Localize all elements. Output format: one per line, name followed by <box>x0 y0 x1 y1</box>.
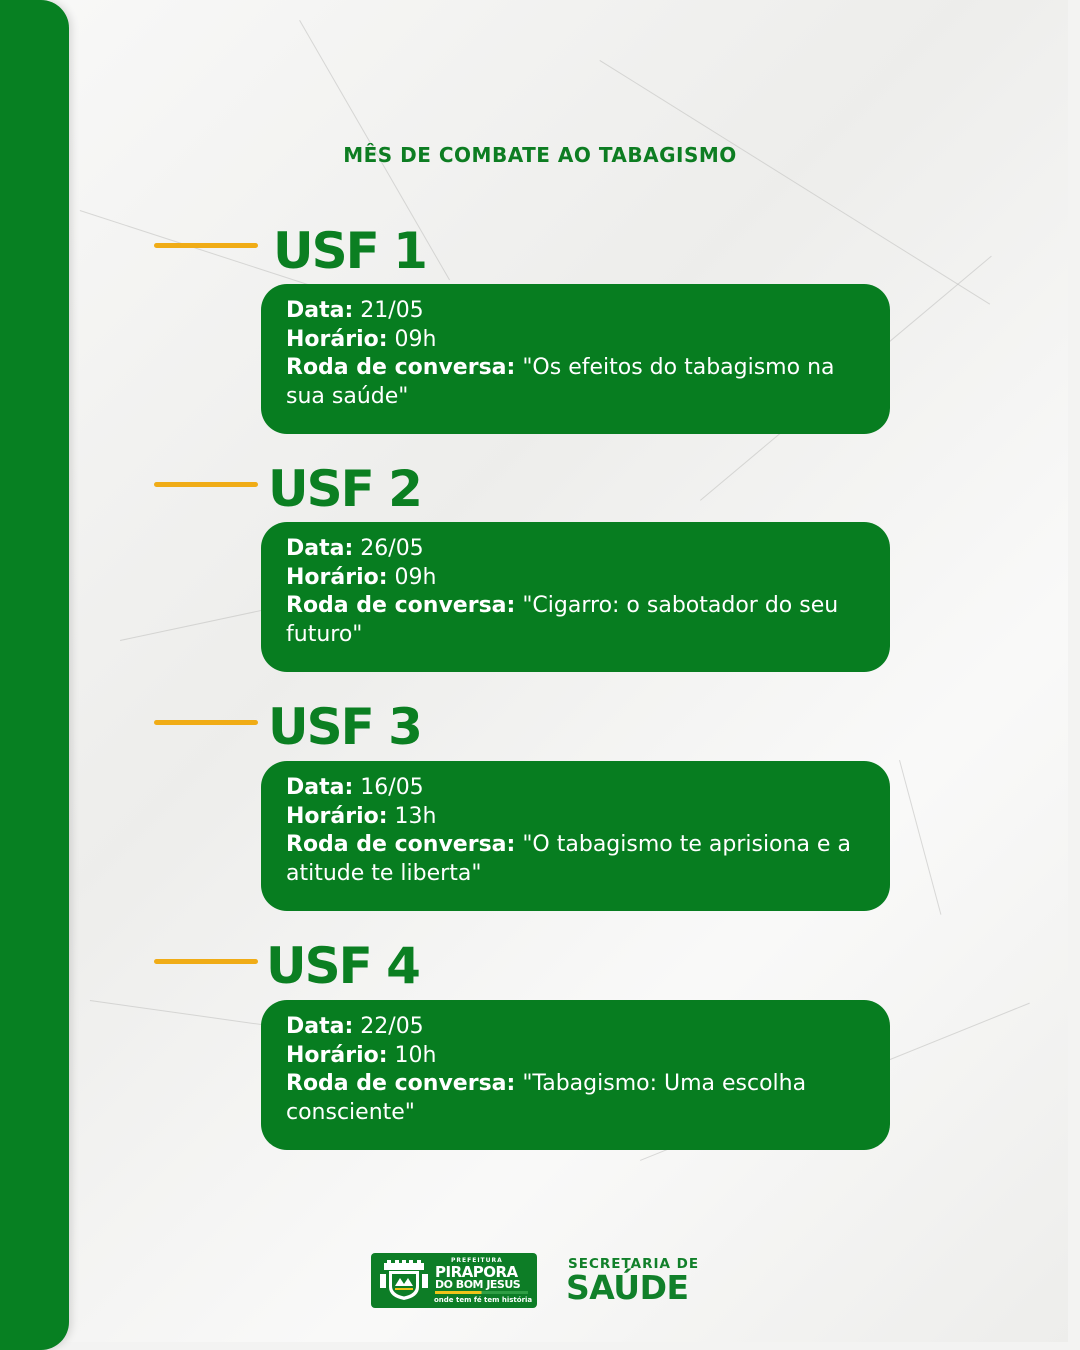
date-value: 22/05 <box>360 1014 424 1039</box>
talk-value: "Cigarro: o sabotador do seu futuro" <box>286 593 839 647</box>
usf-title: USF 4 <box>266 937 419 995</box>
prefeitura-stripe <box>435 1291 528 1294</box>
date-row <box>286 774 876 803</box>
paper-crease <box>599 60 990 305</box>
time-label: Horário: <box>286 1042 388 1068</box>
time-row <box>286 564 876 593</box>
usf-title: USF 3 <box>268 698 421 756</box>
date-row <box>286 1013 876 1042</box>
prefeitura-name-line2: DO BOM JESUS <box>435 1278 521 1291</box>
talk-row <box>286 354 876 411</box>
talk-row <box>286 592 876 649</box>
talk-label: Roda de conversa: <box>286 593 516 618</box>
paper-crease <box>899 760 941 915</box>
time-label: Horário: <box>286 326 388 352</box>
date-label: Data: <box>286 536 354 561</box>
time-row <box>286 803 876 832</box>
talk-value: "O tabagismo te aprisiona e a atitude te liberta" <box>286 832 851 886</box>
prefeitura-slogan: onde tem fé tem história <box>434 1296 533 1304</box>
talk-label: Roda de conversa: <box>286 832 516 857</box>
event-card <box>261 284 890 434</box>
city-crest-icon <box>380 1260 428 1300</box>
talk-row <box>286 831 876 888</box>
accent-line <box>154 243 258 248</box>
talk-row <box>286 1070 876 1127</box>
accent-line <box>154 720 258 725</box>
page-subtitle: MÊS DE COMBATE AO TABAGISMO <box>343 143 737 167</box>
date-label: Data: <box>286 298 354 323</box>
usf-title: USF 1 <box>273 222 426 280</box>
side-bar <box>0 0 69 1350</box>
accent-line <box>154 482 258 487</box>
talk-label: Roda de conversa: <box>286 355 516 380</box>
time-row <box>286 326 876 355</box>
prefeitura-logo <box>371 1253 537 1308</box>
time-value: 10h <box>394 1042 437 1068</box>
time-value: 13h <box>394 803 437 829</box>
talk-value: "Os efeitos do tabagismo na sua saúde" <box>286 355 835 409</box>
talk-label: Roda de conversa: <box>286 1071 516 1096</box>
date-label: Data: <box>286 1014 354 1039</box>
date-value: 26/05 <box>360 536 424 561</box>
secretaria-small-text: SECRETARIA DE <box>568 1256 700 1272</box>
time-label: Horário: <box>286 564 388 590</box>
event-card <box>261 1000 890 1150</box>
event-card <box>261 761 890 911</box>
secretaria-big-text: SAÚDE <box>566 1268 689 1307</box>
date-row <box>286 297 876 326</box>
time-row <box>286 1042 876 1071</box>
usf-title: USF 2 <box>268 460 421 518</box>
date-row <box>286 535 876 564</box>
time-value: 09h <box>394 326 437 352</box>
date-label: Data: <box>286 775 354 800</box>
time-value: 09h <box>394 564 437 590</box>
event-card <box>261 522 890 672</box>
time-label: Horário: <box>286 803 388 829</box>
talk-value: "Tabagismo: Uma escolha consciente" <box>286 1071 807 1125</box>
prefeitura-small-text: PREFEITURA <box>451 1257 503 1264</box>
date-value: 16/05 <box>360 775 424 800</box>
accent-line <box>154 959 258 964</box>
date-value: 21/05 <box>360 298 424 323</box>
prefeitura-name-line1: PIRAPORA <box>435 1263 518 1281</box>
